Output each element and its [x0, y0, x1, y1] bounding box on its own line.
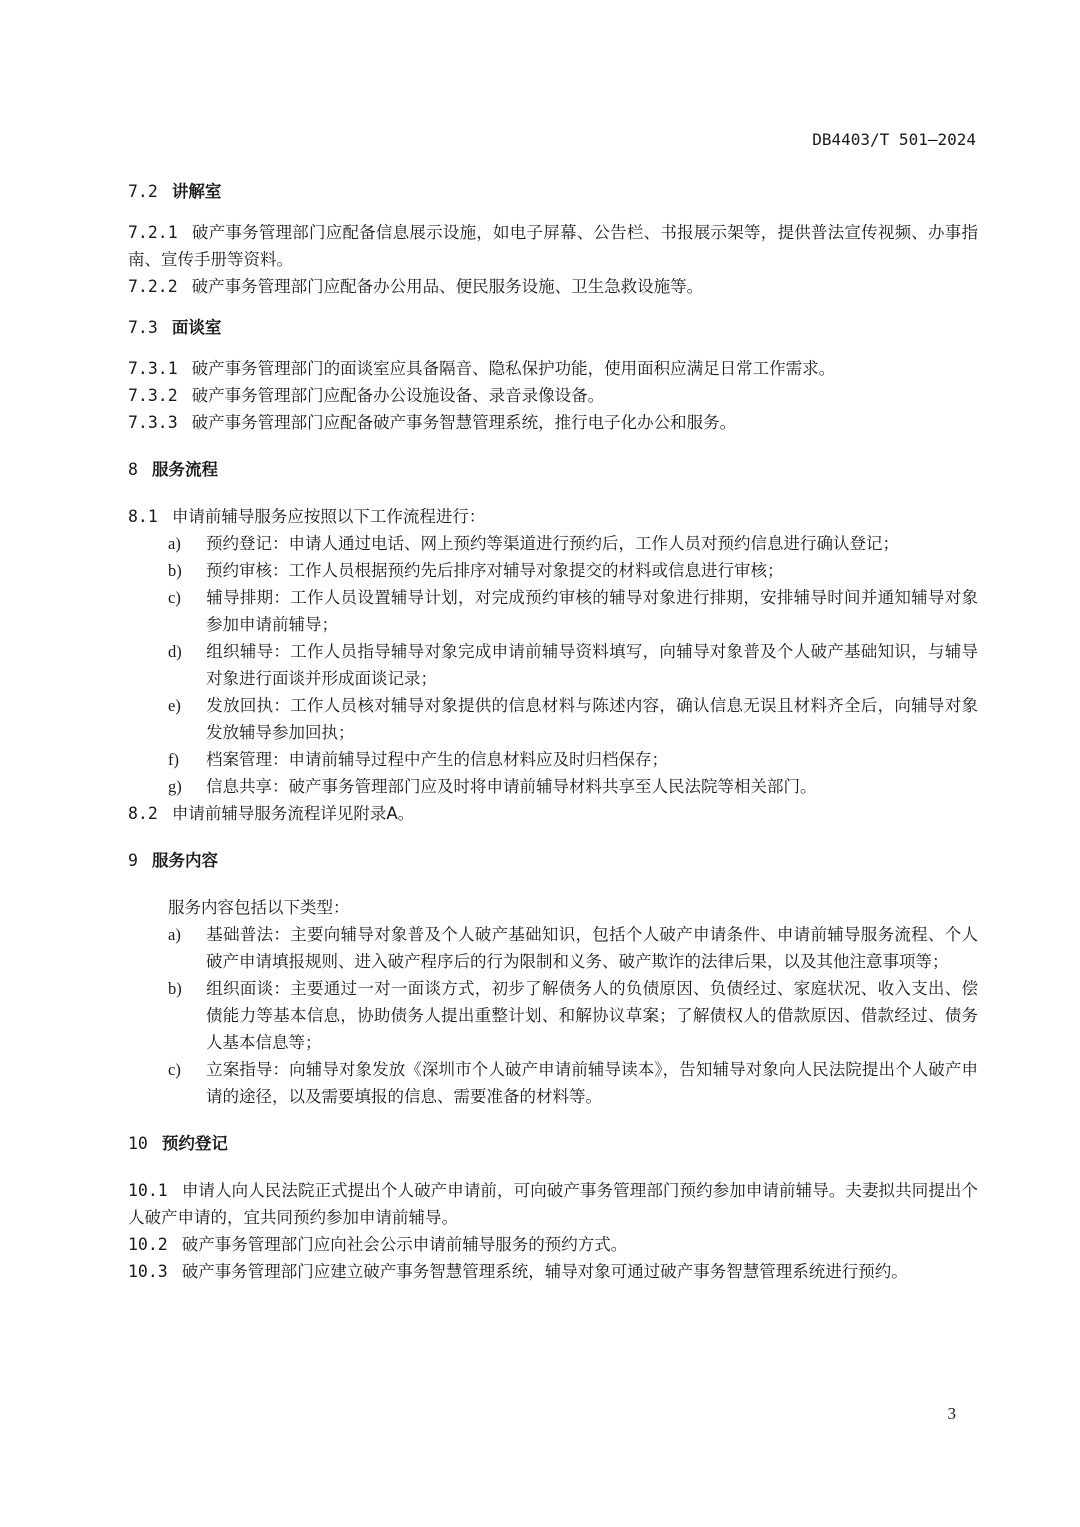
list-item	[168, 530, 978, 557]
clause-number: 10.2	[128, 1235, 168, 1254]
list-item	[168, 975, 978, 1056]
section-9-heading	[128, 847, 978, 874]
list-marker: f)	[168, 750, 179, 769]
clause-text: 破产事务管理部门应配备办公设施设备、录音录像设备。	[191, 386, 605, 405]
list-item	[168, 746, 978, 773]
document-code: DB4403/T 501—2024	[812, 130, 976, 149]
clause-number: 10.1	[128, 1181, 168, 1200]
section-9-intro: 服务内容包括以下类型：	[168, 898, 350, 917]
list-marker: d)	[168, 642, 182, 661]
list-item-text: 立案指导：向辅导对象发放《深圳市个人破产申请前辅导读本》，告知辅导对象向人民法院提出个人破产申请的途径，以及需要填报的信息、需要准备的材料等。	[206, 1060, 978, 1106]
list-marker: b)	[168, 979, 182, 998]
list-item-text: 基础普法：主要向辅导对象普及个人破产基础知识，包括个人破产申请条件、申请前辅导服务流程、个人破产申请填报规则、进入破产程序后的行为限制和义务、破产欺诈的法律后果，以及其他注意事项等；	[206, 925, 978, 971]
clause-10-3	[128, 1258, 978, 1285]
section-8-heading	[128, 456, 978, 483]
section-title: 预约登记	[161, 1134, 228, 1153]
clause-number: 7.2.1	[128, 223, 178, 242]
list-item	[168, 1056, 978, 1110]
section-number: 8	[128, 460, 138, 479]
clause-10-1	[128, 1177, 978, 1231]
section-title: 服务内容	[151, 851, 218, 870]
clause-number: 7.3.2	[128, 386, 178, 405]
section-number: 7.3	[128, 318, 158, 337]
clause-7-2-1	[128, 219, 978, 273]
clause-7-2-2	[128, 273, 978, 300]
list-marker: e)	[168, 696, 181, 715]
clause-8-2	[128, 800, 978, 827]
list-marker: g)	[168, 777, 182, 796]
clause-number: 10.3	[128, 1262, 168, 1281]
clause-number: 7.2.2	[128, 277, 178, 296]
clause-text: 申请前辅导服务应按照以下工作流程进行：	[171, 507, 486, 526]
section-number: 9	[128, 851, 138, 870]
clause-text: 破产事务管理部门应配备办公用品、便民服务设施、卫生急救设施等。	[191, 277, 704, 296]
section-number: 7.2	[128, 182, 158, 201]
list-marker: c)	[168, 1060, 181, 1079]
clause-number: 7.3.3	[128, 413, 178, 432]
list-marker: c)	[168, 588, 181, 607]
clause-number: 7.3.1	[128, 359, 178, 378]
clause-8-1	[128, 503, 978, 530]
list-marker: a)	[168, 925, 181, 944]
clause-10-2	[128, 1231, 978, 1258]
section-title: 面谈室	[171, 318, 222, 337]
list-item	[168, 921, 978, 975]
section-7-3-heading	[128, 314, 978, 341]
clause-text: 申请人向人民法院正式提出个人破产申请前，可向破产事务管理部门预约参加申请前辅导。夫妻拟共同提出个人破产申请的，宜共同预约参加申请前辅导。	[128, 1181, 978, 1227]
list-item	[168, 692, 978, 746]
clause-text: 申请前辅导服务流程详见附录A。	[171, 804, 415, 823]
list-item-text: 档案管理：申请前辅导过程中产生的信息材料应及时归档保存；	[206, 750, 668, 769]
clause-7-3-2	[128, 382, 978, 409]
document-body	[128, 178, 978, 1285]
list-item-text: 预约登记：申请人通过电话、网上预约等渠道进行预约后，工作人员对预约信息进行确认登记；	[206, 534, 899, 553]
section-10-heading	[128, 1130, 978, 1157]
section-title: 讲解室	[171, 182, 222, 201]
clause-text: 破产事务管理部门应建立破产事务智慧管理系统，辅导对象可通过破产事务智慧管理系统进行预约。	[181, 1262, 908, 1281]
list-item-text: 组织面谈：主要通过一对一面谈方式，初步了解债务人的负债原因、负债经过、家庭状况、收入支出、偿债能力等基本信息，协助债务人提出重整计划、和解协议草案；了解债权人的借款原因、借款经过、债务人基本信息等；	[206, 979, 978, 1052]
list-item	[168, 557, 978, 584]
clause-number: 8.2	[128, 804, 158, 823]
page-number: 3	[947, 1404, 956, 1423]
clause-text: 破产事务管理部门应配备信息展示设施，如电子屏幕、公告栏、书报展示架等，提供普法宣传视频、办事指南、宣传手册等资料。	[128, 223, 978, 269]
clause-text: 破产事务管理部门的面谈室应具备隔音、隐私保护功能，使用面积应满足日常工作需求。	[191, 359, 836, 378]
list-marker: b)	[168, 561, 182, 580]
list-item-text: 组织辅导：工作人员指导辅导对象完成申请前辅导资料填写，向辅导对象普及个人破产基础知识，与辅导对象进行面谈并形成面谈记录；	[206, 642, 978, 688]
clause-number: 8.1	[128, 507, 158, 526]
list-marker: a)	[168, 534, 181, 553]
list-item-text: 信息共享：破产事务管理部门应及时将申请前辅导材料共享至人民法院等相关部门。	[206, 777, 817, 796]
section-7-2-heading	[128, 178, 978, 205]
list-item-text: 辅导排期：工作人员设置辅导计划，对完成预约审核的辅导对象进行排期，安排辅导时间并通知辅导对象参加申请前辅导；	[206, 588, 978, 634]
clause-text: 破产事务管理部门应向社会公示申请前辅导服务的预约方式。	[181, 1235, 628, 1254]
list-item	[168, 584, 978, 638]
clause-7-3-1	[128, 355, 978, 382]
list-item	[168, 638, 978, 692]
list-item-text: 预约审核：工作人员根据预约先后排序对辅导对象提交的材料或信息进行审核；	[206, 561, 784, 580]
section-number: 10	[128, 1134, 148, 1153]
clause-text: 破产事务管理部门应配备破产事务智慧管理系统，推行电子化办公和服务。	[191, 413, 737, 432]
section-title: 服务流程	[151, 460, 218, 479]
clause-7-3-3	[128, 409, 978, 436]
list-item-text: 发放回执：工作人员核对辅导对象提供的信息材料与陈述内容，确认信息无误且材料齐全后，向辅导对象发放辅导参加回执；	[206, 696, 978, 742]
list-item	[168, 773, 978, 800]
